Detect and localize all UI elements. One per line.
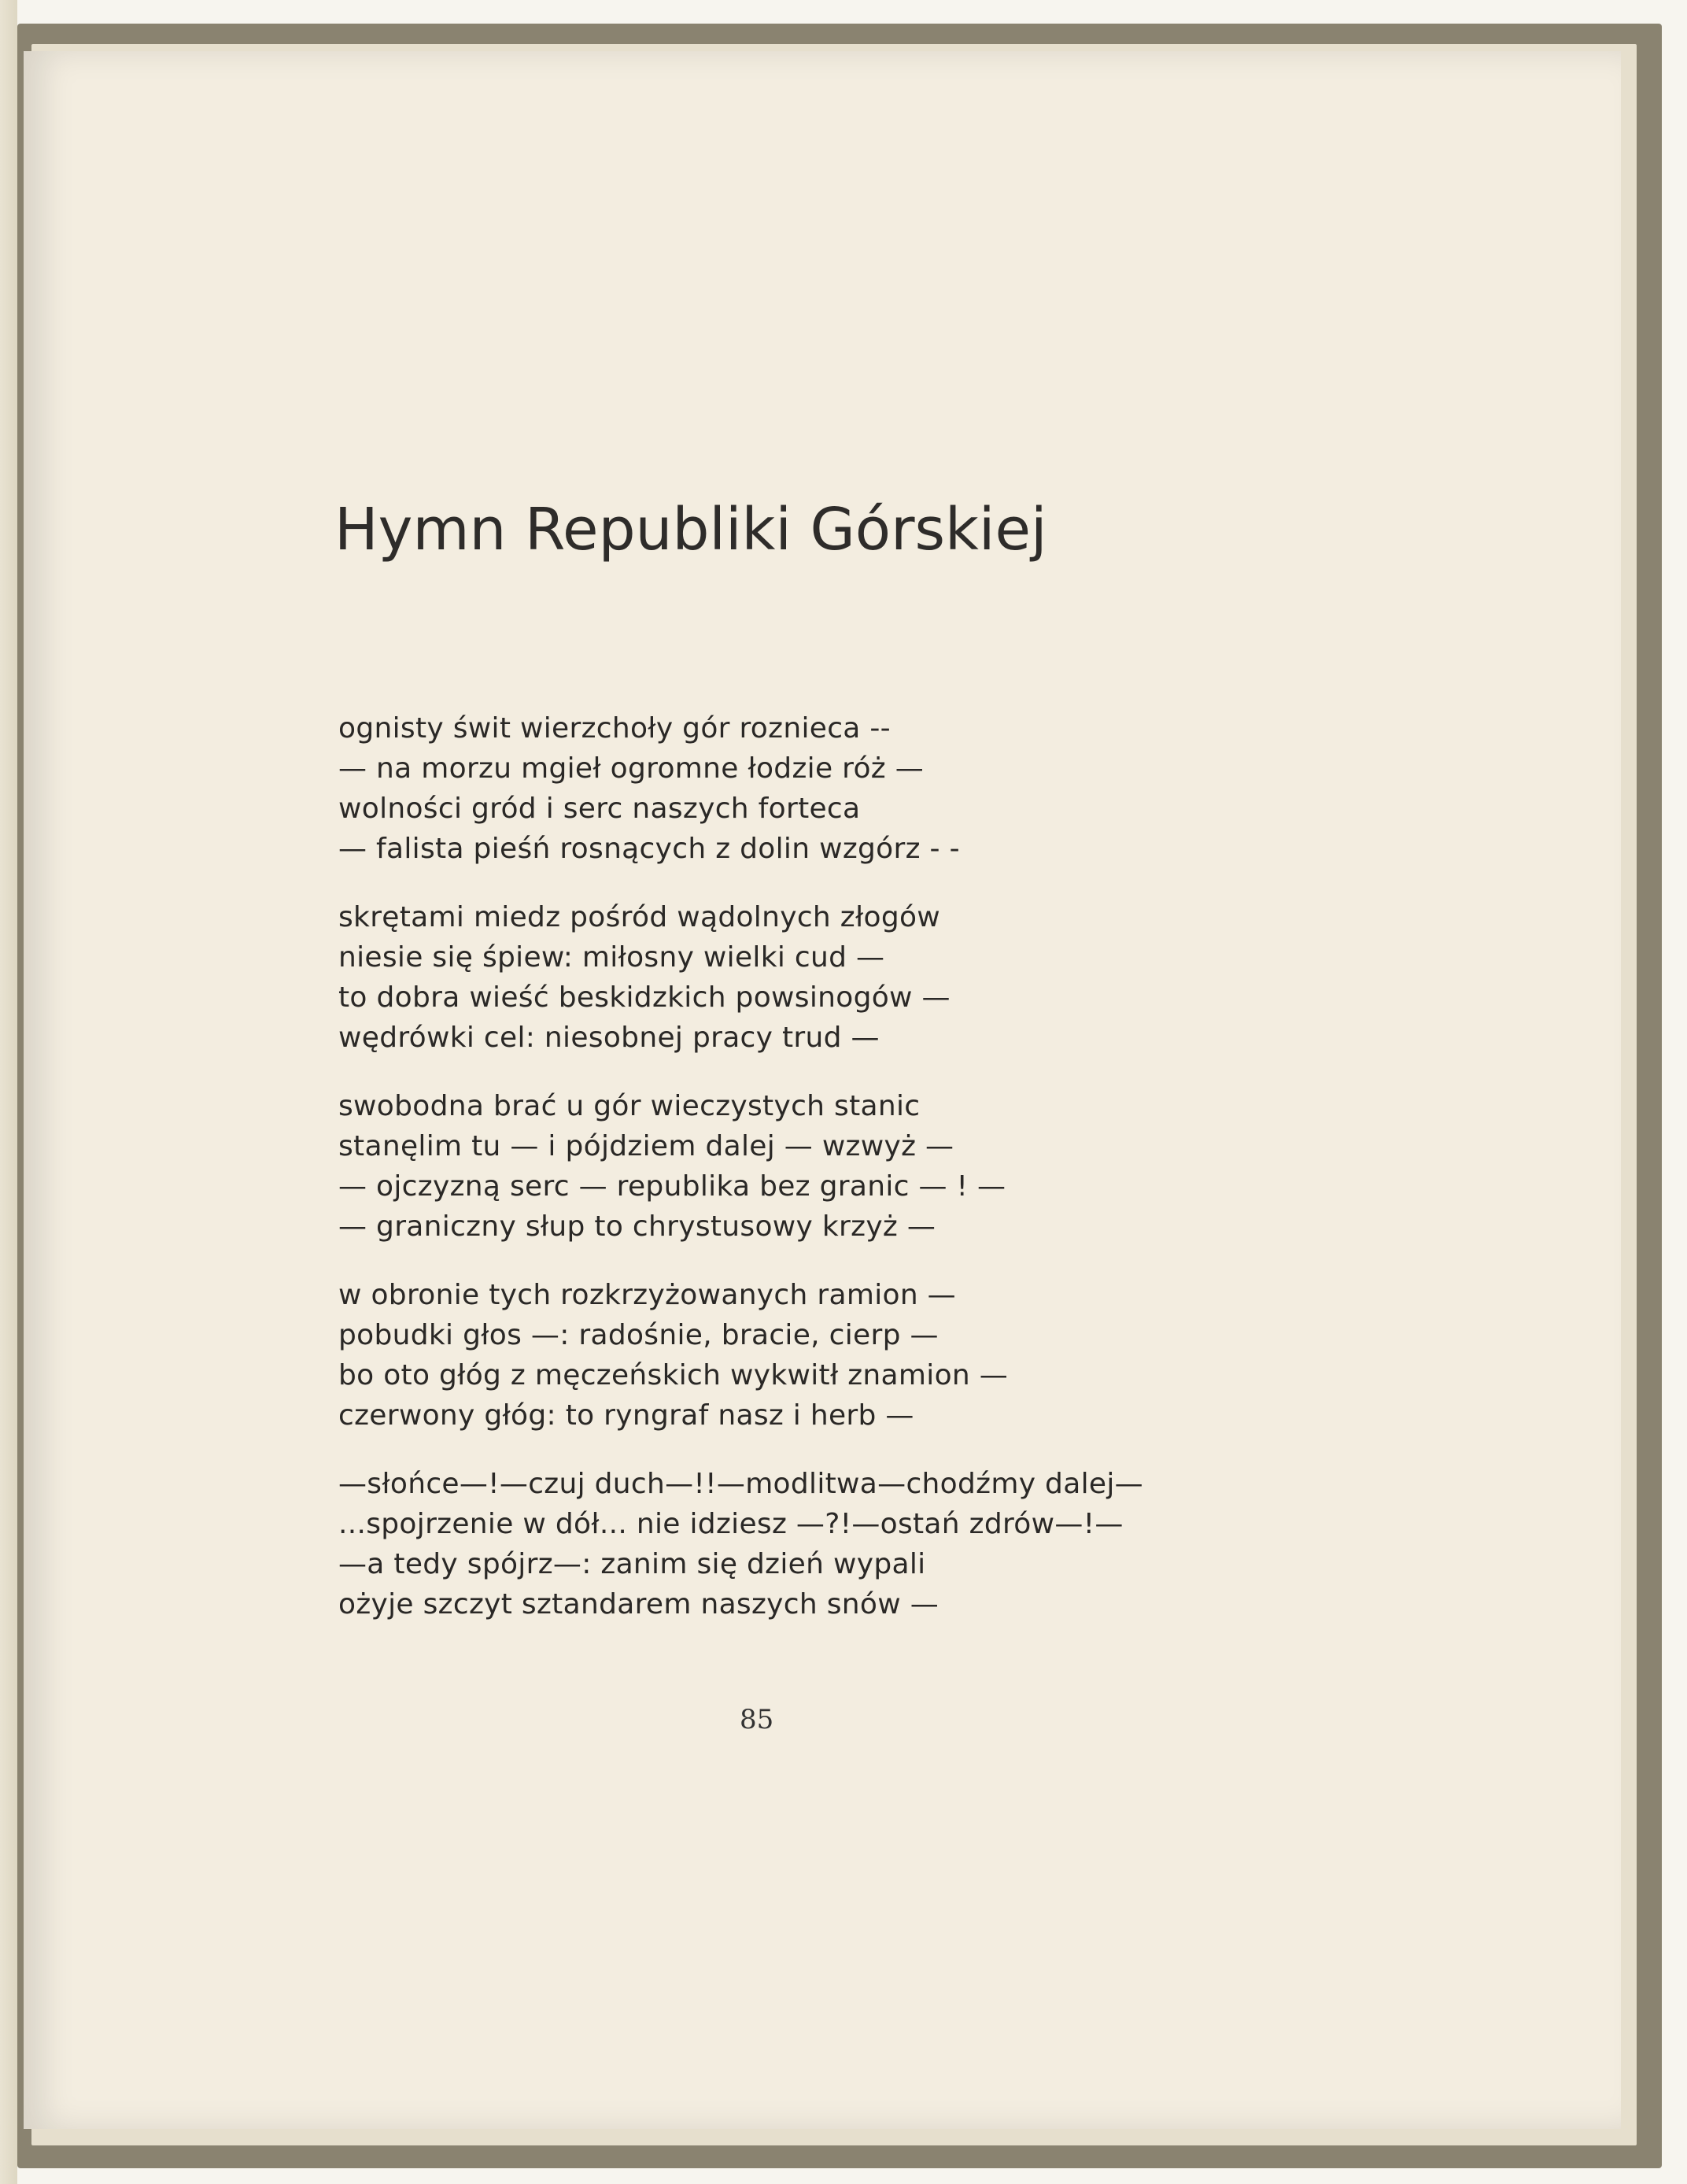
stanza [338,1464,1220,1624]
poem-line: bo oto głóg z męczeńskich wykwitł znamion — [338,1359,1009,1391]
poem-line: wolności gród i serc naszych forteca [338,793,861,825]
poem-line: pobudki głos —: radośnie, bracie, cierp — [338,1319,939,1351]
poem-line: czerwony głóg: to ryngraf nasz i herb — [338,1399,914,1432]
poem-body [338,708,1220,1653]
poem-line: — falista pieśń rosnących z dolin wzgórz - - [338,833,960,865]
poem-line: —słońce—!—czuj duch—!!—modlitwa—chodźmy dalej— [338,1468,1143,1500]
poem-line: — ojczyzną serc — republika bez granic — ! — [338,1170,1006,1203]
poem-line: w obronie tych rozkrzyżowanych ramion — [338,1279,956,1311]
page-number: 85 [740,1704,774,1735]
stanza [338,1275,1220,1436]
poem-line: niesie się śpiew: miłosny wielki cud — [338,941,885,974]
poem-line: wędrówki cel: niesobnej pracy trud — [338,1022,880,1054]
poem-line: — graniczny słup to chrystusowy krzyż — [338,1210,936,1243]
poem-line: to dobra wieść beskidzkich powsinogów — [338,981,951,1014]
poem-line: —a tedy spójrz—: zanim się dzień wypali [338,1548,926,1580]
poem-line: ognisty świt wierzchoły gór roznieca -- [338,712,891,745]
stanza [338,708,1220,869]
poem-line: — na morzu mgieł ogromne łodzie róż — [338,752,925,785]
poem-line: ...spojrzenie w dół... nie idziesz —?!—ostań zdrów—!— [338,1508,1124,1540]
stanza [338,897,1220,1058]
poem-line: ożyje szczyt sztandarem naszych snów — [338,1588,939,1620]
poem-line: stanęlim tu — i pójdziem dalej — wzwyż — [338,1130,954,1162]
poem-line: skrętami miedz pośród wądolnych złogów [338,901,941,933]
left-page-edge [0,0,17,2184]
poem-line: swobodna brać u gór wieczystych stanic [338,1090,921,1122]
poem-title: Hymn Republiki Górskiej [334,496,1047,564]
stanza [338,1086,1220,1247]
book-page [24,51,1621,2129]
